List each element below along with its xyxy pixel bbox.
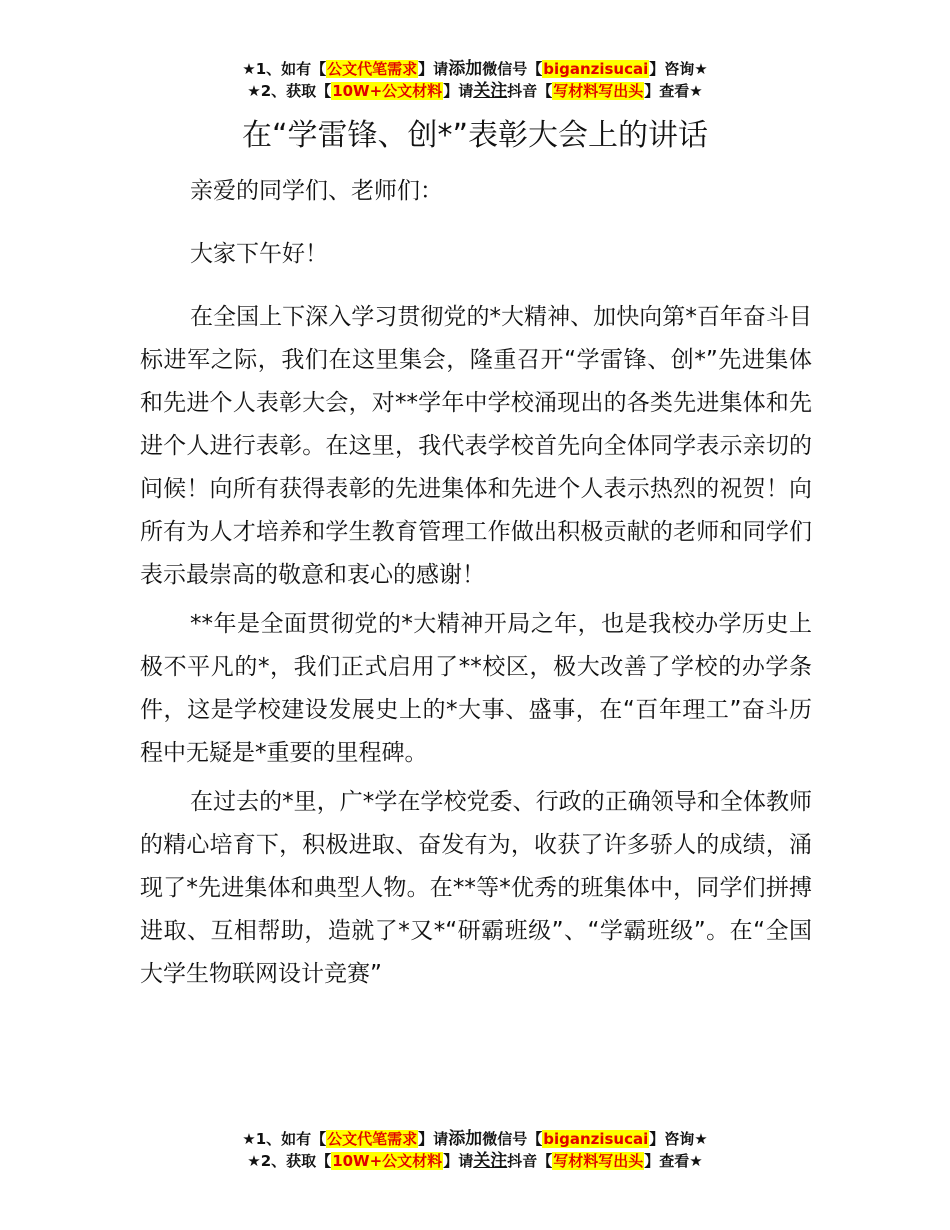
paragraph-3: 在过去的*里，广*学在学校党委、行政的正确领导和全体教师的精心培育下，积极进取、奋发有为，收获了许多骄人的成绩，涌现了*先进集体和典型人物。在**等*优秀的班集体中，同学们拼搏进取、互相帮助，造就了*又*“研霸班级”、“学霸班级”。在“全国大学生物联网设计竞赛”	[140, 789, 812, 987]
highlight-wechat-id: biganzisucai	[543, 1130, 649, 1148]
highlight-materials: 10W+公文材料	[332, 1152, 443, 1170]
greeting: 大家下午好！	[190, 241, 328, 267]
footer-line-2: ★2、获取【10W+公文材料】请关注抖音【写材料写出头】查看★	[247, 1151, 703, 1171]
highlight-douyin: 写材料写出头	[553, 1152, 644, 1170]
footer-banner	[0, 1128, 950, 1172]
paragraph-1: 在全国上下深入学习贯彻党的*大精神、加快向第*百年奋斗目标进军之际，我们在这里集会，隆重召开“学雷锋、创*”先进集体和先进个人表彰大会，对**学年中学校涌现出的各类先进集体和先进个人进行表彰。在这里，我代表学校首先向全体同学表示亲切的问候！向所有获得表彰的先进集体和先进个人表示热烈的祝贺！向所有为人才培养和学生教育管理工作做出积极贡献的老师和同学们表示最崇高的敬意和衷心的感谢！	[140, 304, 812, 588]
highlight-wechat-id: biganzisucai	[543, 60, 649, 78]
salutation: 亲爱的同学们、老师们：	[190, 178, 443, 204]
highlight-materials: 10W+公文材料	[332, 82, 443, 100]
highlight-douyin: 写材料写出头	[553, 82, 644, 100]
paragraph-2: **年是全面贯彻党的*大精神开局之年，也是我校办学历史上极不平凡的*，我们正式启用了**校区，极大改善了学校的办学条件，这是学校建设发展史上的*大事、盛事，在“百年理工”奋斗历程中无疑是*重要的里程碑。	[140, 611, 812, 766]
document-title: 在“学雷锋、创*”表彰大会上的讲话	[241, 118, 709, 153]
footer-line-1: ★1、如有【公文代笔需求】请添加微信号【biganzisucai】咨询★	[242, 1129, 708, 1149]
highlight-ghostwriting: 公文代笔需求	[327, 1130, 418, 1148]
banner-line-1: ★1、如有【公文代笔需求】请添加微信号【biganzisucai】咨询★	[242, 59, 708, 79]
header-banner	[0, 58, 950, 102]
document-body	[140, 170, 812, 1002]
banner-line-2: ★2、获取【10W+公文材料】请关注抖音【写材料写出头】查看★	[247, 81, 703, 101]
highlight-ghostwriting: 公文代笔需求	[327, 60, 418, 78]
